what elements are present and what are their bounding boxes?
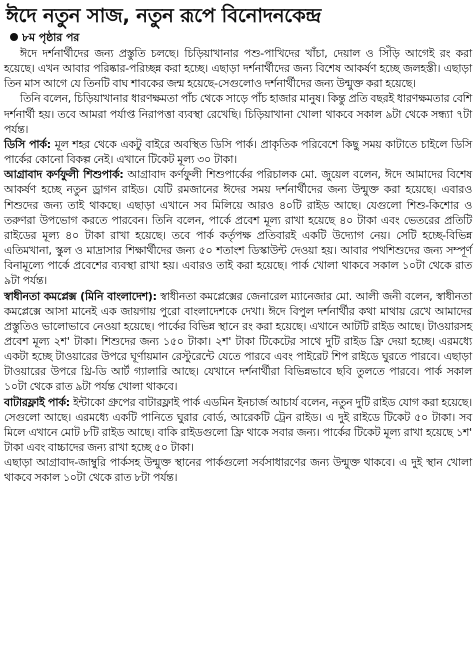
paragraph-butterfly-park bbox=[4, 395, 472, 456]
article-headline: ঈদে নতুন সাজ, নতুন রূপে বিনোদনকেন্দ্র bbox=[6, 4, 322, 27]
paragraph-subheading: ডিসি পার্ক: bbox=[4, 137, 51, 151]
news-article bbox=[4, 2, 472, 486]
paragraph-text: তিনি বলেন, চিড়িয়াখানার ধারণক্ষমতা পাঁচ থেকে সাড়ে পাঁচ হাজার মানুষ। কিন্তু প্রতি বছরই ধারণক্ষমতার বেশি দর্শনার্থী হয়। তবে আমরা পর্যাপ্ত নিরাপত্তা ব্যবস্থা রেখেছি। চিড়িয়াখানা খোলা থাকবে সকাল ৯টা থেকে সন্ধ্যা ৭টা পর্যন্ত। bbox=[4, 92, 472, 136]
paragraph-zoo-prep bbox=[4, 46, 472, 91]
continuation-note bbox=[10, 30, 472, 45]
continuation-text: ৮ম পৃষ্ঠার পর bbox=[22, 31, 80, 44]
paragraph-dc-park bbox=[4, 137, 472, 167]
paragraph-zoo-capacity bbox=[4, 91, 472, 136]
bullet-icon bbox=[10, 33, 18, 41]
paragraph-subheading: স্বাধীনতা কমপ্লেক্স (মিনি বাংলাদেশ): bbox=[4, 289, 157, 303]
paragraph-closing bbox=[4, 455, 472, 485]
paragraph-text: ঈদে দর্শনার্থীদের জন্য প্রস্তুতি চলছে। চিড়িয়াখানার পশু-পাখিদের খাঁচা, দেয়াল ও সিঁড়ি আগেই রং করা হয়েছে। এখন আবার পরিষ্কার-পরিচ্ছন্ন করা হচ্ছে। এছাড়া দর্শনার্থীদের জন্য বিশেষ আকর্ষণ হচ্ছে জলহস্তী। এছাড়া তিন মাস আগে যে তিনটি বাঘ শাবকের জন্ম হয়েছে-সেগুলোও দর্শনার্থীদের জন্য উন্মুক্ত করা হয়েছে। bbox=[4, 47, 472, 91]
paragraph-independence-complex bbox=[4, 289, 472, 395]
paragraph-subheading: বাটারফ্লাই পার্ক: bbox=[4, 395, 70, 409]
paragraph-karnaphuli-park bbox=[4, 167, 472, 288]
paragraph-text: এছাড়া আগ্রাবাদ-জাম্বুরি পার্কসহ উন্মুক্ত স্থানের পার্কগুলো সর্বসাধারণের জন্য উন্মুক্ত থাকবে। এ দুই স্থান খোলা থাকবে সকাল ১০টা থেকে রাত ৮টা পর্যন্ত। bbox=[4, 456, 472, 485]
paragraph-text: ইন্টাকো গ্রুপের বাটারফ্লাই পার্ক এডমিন ইনচার্জ আচার্য বলেন, নতুন দুটি রাইড যোগ করা হয়েছে। সেগুলো আছে। এরমধ্যে একটি পানিতে ঘুরার বোর্ড, আরেকটি ট্রেন রাইড। এ দুই রাইডে টিকেট ৫০ টাকা। সব মিলে এখানে মোট ৮টি রাইড আছে। বাকি রাইডগুলো ফ্রি থাকে সবার জন্য। পার্কের টিকেট মূল্য রাখা হয়েছে ১শ' টাকা এবং বাচ্চাদের জন্য রাখা হচ্ছে ৫০ টাকা। bbox=[4, 395, 472, 455]
paragraph-text: মূল শহর থেকে একটু বাইরে অবস্থিত ডিসি পার্ক। প্রাকৃতিক পরিবেশে কিছু সময় কাটাতে চাইলে ডিসি পার্কের কোনো বিকল্প নেই। এখানে টিকেট মূল্য ৩০ টাকা। bbox=[4, 137, 472, 167]
paragraph-text: স্বাধীনতা কমপ্লেক্সের জেনারেল ম্যানেজার মো. আলী জনী বলেন, স্বাধীনতা কমপ্লেক্সে আসা মানেই এক জায়গায় পুরো বাংলাদেশকে দেখা। ঈদে বিপুল দর্শনার্থীর কথা মাথায় রেখে আমাদের প্রস্তুতিও ভালোভাবে নেওয়া হয়েছে। পার্কের বিভিন্ন স্থানে রং করা হয়েছে। এখানে আটটি রাইড আছে। টাওয়ারসহ প্রবেশ মূল্য ২শ' টাকা। শিশুদের জন্য ১৫০ টাকা। ২শ' টাকা টিকেটের সাথে দুটি রাইড ফ্রি দেয়া হচ্ছে। এরমধ্যে একটা হচ্ছে টাওয়ারের উপরে ঘূর্ণায়মান রেস্টুরেন্টে যেতে পারবে এবং পাইরেট শিপ রাইডে ঘুরতে পারবে। এছাড়া টাওয়ারের উপরে থ্রি-ডি আর্ট গ্যালারি আছে। যেখানে দর্শনার্থীরা বিভিন্নভাবে ছবি তুলতে পারবে। পার্ক সকাল ১০টা থেকে রাত ৯টা পর্যন্ত খোলা থাকবে। bbox=[4, 289, 472, 394]
paragraph-subheading: আগ্রাবাদ কর্ণফুলী শিশুপার্ক: bbox=[4, 168, 124, 182]
paragraph-text: আগ্রাবাদ কর্ণফুলী শিশুপার্কের পরিচালক মো. জুয়েল বলেন, ঈদে আমাদের বিশেষ আকর্ষণ হচ্ছে নতুন ড্রাগন রাইড। যেটি রমজানের ঈদের সময় দর্শনার্থীদের জন্য উন্মুক্ত করা হয়েছে। এবারও শিশুদের জন্য তাই থাকছে। এছাড়া এখানে সব মিলিয়ে আরও ৪০টি রাইড আছে। যেগুলো শিশু-কিশোর ও তরুণরা উপভোগ করতে পারবেন। তিনি বলেন, পার্কে প্রবেশ মূল্য রাখা হয়েছে ৪০ টাকা এবং ভেতরের প্রতিটি রাইডের মূল্য ৪০ টাকা রাখা হয়েছে। তবে পার্ক কর্তৃপক্ষ প্রতিবারই একটি উদ্যোগ নেয়। সেটি হচ্ছে-বিভিন্ন এতিমখানা, স্কুল ও মাদ্রাসার শিক্ষার্থীদের জন্য ৫০ শতাংশ ডিস্কাউন্ট দেওয়া হয়। আবার পথশিশুদের জন্য সম্পূর্ণ বিনামূল্যে পার্কে প্রবেশের ব্যবস্থা রাখা হয়। এবারও তাই করা হয়েছে। পার্ক খোলা থাকবে সকাল ১০টা থেকে রাত ৯টা পর্যন্ত। bbox=[4, 168, 472, 288]
